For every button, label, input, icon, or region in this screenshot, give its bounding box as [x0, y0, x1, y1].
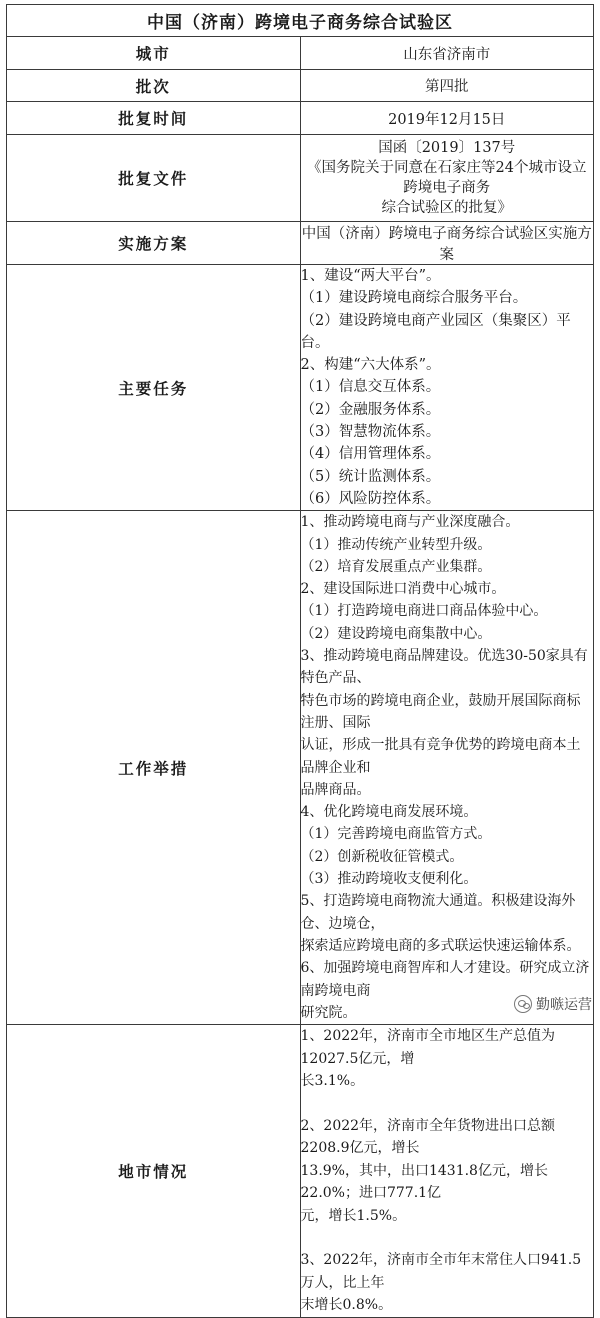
- list-item: 6、加强跨境电商智库和人才建设。研究成立济南跨境电商: [300, 960, 590, 999]
- city-status-list: [300, 1025, 594, 1318]
- approval-document-label: 批复文件: [7, 135, 301, 222]
- list-item: （6）风险防控体系。: [300, 490, 441, 507]
- wechat-icon: [514, 995, 532, 1013]
- list-item: （2）建设跨境电商集散中心。: [300, 625, 492, 642]
- list-item: （3）推动跨境收支便利化。: [300, 871, 478, 888]
- list-item: （3）智慧物流体系。: [300, 424, 441, 441]
- list-item: （1）建设跨境电商综合服务平台。: [300, 290, 528, 307]
- implementation-plan-label: 实施方案: [7, 222, 301, 265]
- batch-value: 第四批: [300, 70, 594, 102]
- blank-line: [301, 1227, 594, 1249]
- list-item: 研究院。: [300, 1004, 357, 1021]
- list-item: （2）创新税收征管模式。: [300, 848, 464, 865]
- document-title-line1: 《国务院关于同意在石家庄等24个城市设立跨境电子商务: [307, 160, 587, 196]
- blank-line: [301, 1093, 594, 1115]
- list-item: （2）金融服务体系。: [300, 401, 441, 418]
- approval-date-value: 2019年12月15日: [300, 102, 594, 135]
- list-item: 1、建设“两大平台”。: [300, 268, 441, 284]
- pilot-zone-table: [6, 4, 594, 1318]
- batch-label: 批次: [7, 70, 301, 102]
- list-item: （4）信用管理体系。: [300, 446, 441, 463]
- list-item: （2）建设跨境电商产业园区（集聚区）平台。: [300, 312, 571, 351]
- list-item: （5）统计监测体系。: [300, 468, 441, 485]
- list-item: 特色市场的跨境电商企业，鼓励开展国际商标注册、国际: [300, 692, 581, 731]
- list-item: 3、2022年，济南市全市年末常住人口941.5万人，比上年: [300, 1252, 582, 1291]
- list-item: （1）完善跨境电商监管方式。: [300, 826, 492, 843]
- list-item: 探索适应跨境电商的多式联运快速运输体系。: [300, 937, 581, 954]
- city-label: 城市: [7, 37, 301, 70]
- work-measures-list: [300, 511, 594, 1025]
- watermark-text: 勤嗾运营: [536, 997, 592, 1013]
- list-item: 13.9%，其中，出口1431.8亿元，增长22.0%；进口777.1亿: [300, 1162, 548, 1202]
- list-item: 3、推动跨境电商品牌建设。优选30-50家具有特色产品、: [300, 648, 588, 687]
- work-measures-label: 工作举措: [7, 511, 301, 1025]
- list-item: 1、2022年，济南市全市地区生产总值为12027.5亿元，增: [300, 1028, 556, 1067]
- document-number: 国函〔2019〕137号: [378, 140, 516, 156]
- list-item: 末增长0.8%。: [300, 1297, 393, 1314]
- list-item: 4、优化跨境电商发展环境。: [300, 804, 478, 821]
- list-item: （1）打造跨境电商进口商品体验中心。: [300, 603, 548, 620]
- main-tasks-list: [300, 265, 594, 511]
- watermark: [514, 994, 592, 1014]
- list-item: 品牌商品。: [300, 781, 371, 798]
- list-item: 5、打造跨境电商物流大通道。积极建设海外仓、边境仓，: [300, 893, 576, 932]
- list-item: 元，增长1.5%。: [300, 1207, 407, 1224]
- list-item: （1）推动传统产业转型升级。: [300, 536, 492, 553]
- city-status-label: 地市情况: [7, 1025, 301, 1318]
- list-item: 2、建设国际进口消费中心城市。: [300, 581, 506, 598]
- approval-document-value: [300, 135, 594, 222]
- approval-date-label: 批复时间: [7, 102, 301, 135]
- list-item: 1、推动跨境电商与产业深度融合。: [300, 514, 520, 531]
- implementation-plan-value: 中国（济南）跨境电子商务综合试验区实施方案: [300, 222, 594, 265]
- city-value: 山东省济南市: [300, 37, 594, 70]
- list-item: 认证，形成一批具有竞争优势的跨境电商本土品牌企业和: [300, 737, 581, 776]
- list-item: 长3.1%。: [300, 1073, 365, 1090]
- list-item: （2）培育发展重点产业集群。: [300, 558, 492, 575]
- list-item: （1）信息交互体系。: [300, 379, 441, 396]
- list-item: 2、2022年，济南市全年货物进出口总额2208.9亿元，增长: [300, 1117, 556, 1157]
- document-title-line2: 综合试验区的批复》: [381, 200, 512, 216]
- main-tasks-label: 主要任务: [7, 265, 301, 511]
- table-title: 中国（济南）跨境电子商务综合试验区: [7, 5, 594, 37]
- list-item: 2、构建“六大体系”。: [300, 357, 441, 374]
